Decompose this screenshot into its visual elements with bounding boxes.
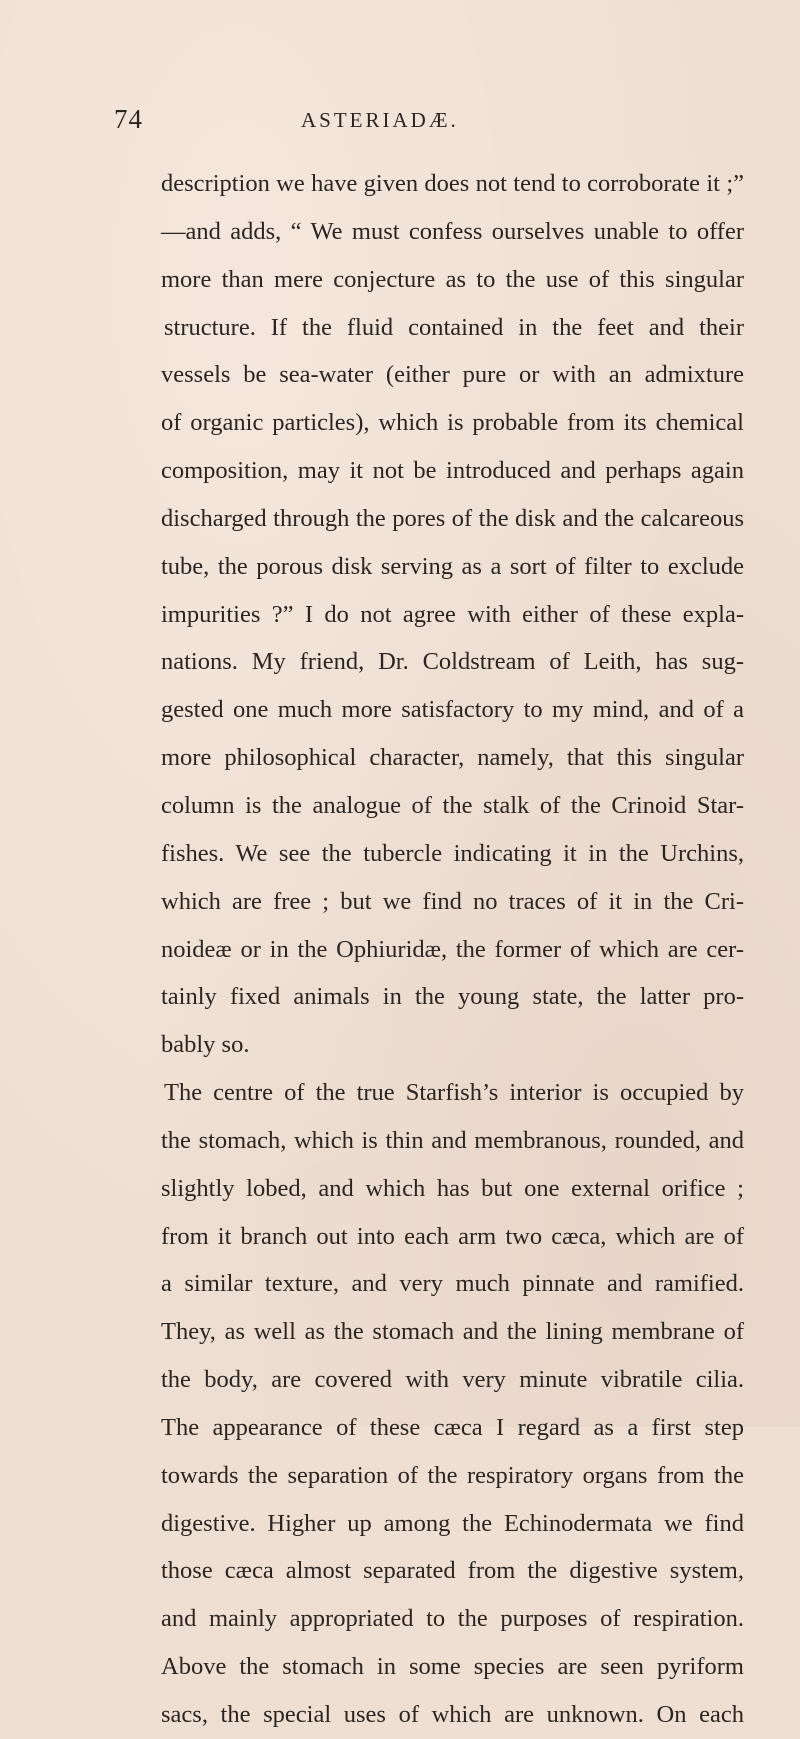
text-line: from it branch out into each arm two cæca, which are of <box>161 1222 744 1250</box>
text-line: The centre of the true Starfish’s interior is occupied by <box>164 1079 744 1107</box>
text-line: of organic particles), which is probable from its chemical <box>161 409 744 437</box>
text-line: the stomach, which is thin and membranous, rounded, and <box>161 1126 744 1154</box>
page-header <box>0 104 800 144</box>
text-line: impurities ?” I do not agree with either of these expla- <box>161 600 744 628</box>
text-line: slightly lobed, and which has but one external orifice ; <box>161 1174 744 1202</box>
text-line: description we have given does not tend to corroborate it ;” <box>161 170 744 197</box>
text-line: those cæca almost separated from the digestive system, <box>161 1557 744 1585</box>
text-line: which are free ; but we find no traces of it in the Cri- <box>161 887 744 915</box>
text-line: more than mere conjecture as to the use of this singular <box>161 265 744 293</box>
running-head: ASTERIADÆ. <box>301 108 459 132</box>
text-line: structure. If the fluid contained in the feet and their <box>164 313 744 341</box>
text-line: noideæ or in the Ophiuridæ, the former of which are cer- <box>161 935 744 963</box>
text-line: sacs, the special uses of which are unknown. On each <box>161 1701 744 1728</box>
text-line: towards the separation of the respiratory organs from the <box>161 1461 744 1489</box>
text-line: They, as well as the stomach and the lining membrane of <box>161 1318 744 1346</box>
text-line: fishes. We see the tubercle indicating it in the Urchins, <box>161 839 744 867</box>
text-line: tube, the porous disk serving as a sort of filter to exclude <box>161 552 744 580</box>
text-line: bably so. <box>161 1031 250 1059</box>
text-line: column is the analogue of the stalk of the Crinoid Star- <box>161 791 744 819</box>
text-line: The appearance of these cæca I regard as a first step <box>161 1413 744 1441</box>
page-number: 74 <box>114 104 143 134</box>
body-text <box>161 160 744 1739</box>
text-line: and mainly appropriated to the purposes of respiration. <box>161 1605 744 1633</box>
text-line: tainly fixed animals in the young state, the latter pro- <box>161 983 744 1011</box>
text-line: gested one much more satisfactory to my mind, and of a <box>161 696 744 724</box>
text-line: digestive. Higher up among the Echinodermata we find <box>161 1509 744 1537</box>
text-line: composition, may it not be introduced and perhaps again <box>161 457 744 485</box>
text-line: the body, are covered with very minute vibratile cilia. <box>161 1366 744 1394</box>
text-line: a similar texture, and very much pinnate and ramified. <box>161 1270 744 1298</box>
text-line: —and adds, “ We must confess ourselves unable to offer <box>161 217 744 245</box>
text-line: discharged through the pores of the disk and the calcareous <box>161 504 744 532</box>
text-line: more philosophical character, namely, that this singular <box>161 744 744 772</box>
text-line: nations. My friend, Dr. Coldstream of Leith, has sug- <box>161 648 744 676</box>
text-line: vessels be sea-water (either pure or with an admixture <box>161 361 744 389</box>
text-line: Above the stomach in some species are seen pyriform <box>161 1653 744 1681</box>
